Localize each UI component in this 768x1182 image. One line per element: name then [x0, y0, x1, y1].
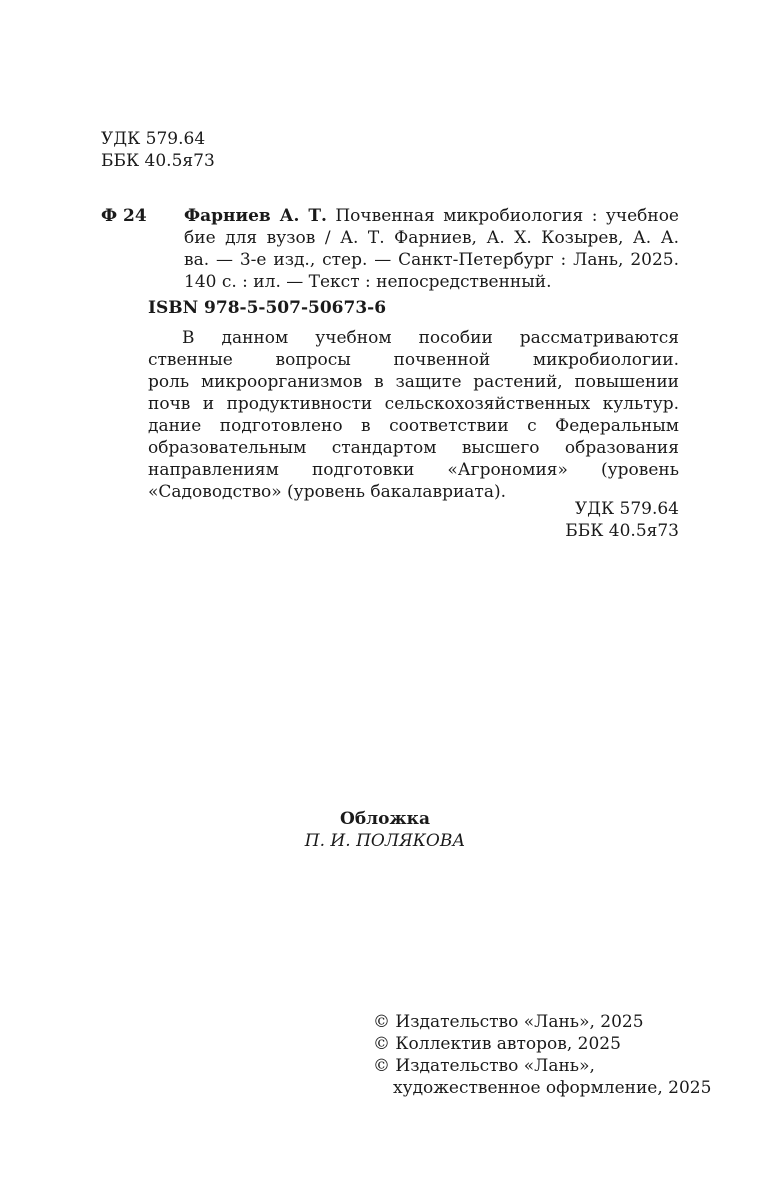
- entry-line: бие для вузов / А. Т. Фарниев, А. Х. Козырев, А. А.: [184, 228, 679, 248]
- abstract-line: «Садоводство» (уровень бакалавриата).: [148, 482, 506, 502]
- copyright-line: © Издательство «Лань»,: [373, 1056, 595, 1076]
- classification-footer: [565, 498, 679, 542]
- abstract-line: ственные вопросы почвенной микробиологии.: [148, 350, 679, 370]
- abstract-line: направлениям подготовки «Агрономия» (уровень: [148, 460, 679, 480]
- entry-line: ва. — 3-е изд., стер. — Санкт-Петербург : Лань, 2025.: [184, 250, 679, 270]
- cover-credit: [300, 808, 470, 852]
- bibliographic-entry: [184, 205, 679, 293]
- abstract-line: почв и продуктивности сельскохозяйственных культур.: [148, 394, 679, 414]
- classification-header: [101, 128, 215, 172]
- isbn: ISBN 978-5-507-50673-6: [148, 298, 387, 318]
- abstract-line: образовательным стандартом высшего образования: [148, 438, 679, 458]
- abstract-line: роль микроорганизмов в защите растений, повышении: [148, 372, 679, 392]
- copyright-line-continuation: художественное оформление, 2025: [393, 1078, 712, 1098]
- entry-line: 140 с. : ил. — Текст : непосредственный.: [184, 272, 552, 292]
- abstract-line: дание подготовлено в соответствии с Федеральным: [148, 416, 679, 436]
- cover-designer: П. И. ПОЛЯКОВА: [304, 831, 466, 851]
- abstract: [148, 327, 679, 503]
- author-mark: Ф 24: [101, 206, 147, 226]
- bbk-code: ББК 40.5я73: [101, 151, 215, 171]
- copyright-block: [373, 1011, 711, 1099]
- cover-label: Обложка: [340, 809, 430, 829]
- copyright-line: © Коллектив авторов, 2025: [373, 1034, 621, 1054]
- udk-code: УДК 579.64: [101, 129, 206, 149]
- udk-code: УДК 579.64: [574, 499, 679, 519]
- bbk-code: ББК 40.5я73: [565, 521, 679, 541]
- entry-line: Фарниев А. Т. Почвенная микробиология : учебное: [184, 206, 679, 226]
- copyright-line: © Издательство «Лань», 2025: [373, 1012, 644, 1032]
- author-name: Фарниев А. Т.: [184, 206, 327, 226]
- abstract-line: В данном учебном пособии рассматриваются: [182, 328, 679, 348]
